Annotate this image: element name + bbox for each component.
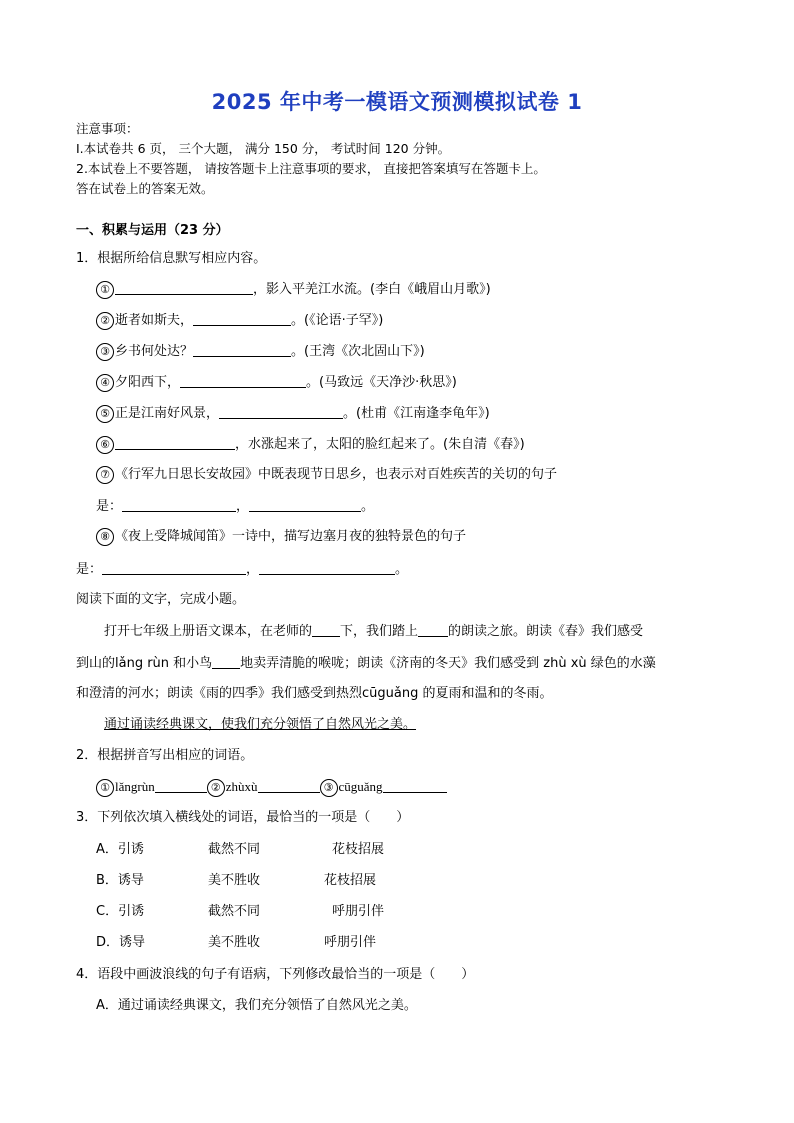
- item-text: ，: [236, 499, 250, 514]
- q3-option-d[interactable]: [96, 934, 376, 952]
- q4-option-a[interactable]: A．通过诵读经典课文，我们充分领悟了自然风光之美。: [96, 998, 417, 1013]
- item-number: ①: [96, 281, 114, 299]
- option-word: 呼朋引伴: [332, 904, 385, 919]
- answer-blank[interactable]: [258, 778, 320, 793]
- notice-line-2: 2.本试卷上不要答题， 请按答题卡上注意事项的要求， 直接把答案填写在答题卡上。: [76, 161, 546, 176]
- answer-blank[interactable]: [102, 560, 246, 575]
- answer-blank[interactable]: [193, 311, 291, 326]
- q1-item-4: [96, 373, 457, 392]
- q1-item-8: [96, 528, 466, 546]
- option-label: D．诱导: [96, 935, 146, 950]
- passage-blank: [212, 654, 240, 669]
- item-text: 《行军九日思长安故园》中既表现节日思乡，也表示对百姓疾苦的关切的句子: [115, 467, 558, 482]
- answer-blank[interactable]: [259, 560, 395, 575]
- pinyin-text: lǎngrùn: [115, 779, 155, 794]
- item-text: 。(《论语·子罕》): [291, 313, 384, 328]
- answer-blank[interactable]: [180, 373, 306, 388]
- item-text: 是：: [76, 562, 103, 577]
- item-text: 。: [361, 499, 375, 514]
- q3-option-b[interactable]: [96, 872, 376, 890]
- answer-blank[interactable]: [193, 342, 291, 357]
- option-label: B．诱导: [96, 873, 144, 888]
- section-1-heading: 一、积累与运用（23 分）: [76, 223, 229, 238]
- item-text: 是：: [96, 499, 123, 514]
- answer-blank[interactable]: [249, 497, 361, 512]
- item-number: ⑦: [96, 466, 114, 484]
- notice-line-1: Ⅰ.本试卷共 6 页， 三个大题， 满分 150 分， 考试时间 120 分钟。: [76, 141, 451, 156]
- option-label: A．引诱: [96, 842, 144, 857]
- q1-item-8-answer: [76, 560, 408, 579]
- answer-blank[interactable]: [383, 778, 447, 793]
- q1-item-6: [96, 435, 525, 454]
- answer-blank[interactable]: [115, 280, 253, 295]
- question-3-stem: 3．下列依次填入横线处的词语，最恰当的一项是（ ）: [76, 810, 410, 825]
- option-word: 截然不同: [208, 842, 261, 857]
- pinyin-text: cūguǎng: [338, 779, 383, 794]
- item-text: ，影入平羌江水流。(李白《峨眉山月歌》): [253, 282, 491, 297]
- item-number: ②: [96, 312, 114, 330]
- passage-blank: [418, 622, 448, 637]
- question-1-stem: 1．根据所给信息默写相应内容。: [76, 251, 267, 266]
- item-text: 正是江南好风景，: [115, 406, 220, 421]
- answer-blank[interactable]: [122, 497, 236, 512]
- option-word: 美不胜收: [208, 873, 261, 888]
- reading-intro: 阅读下面的文字，完成小题。: [76, 592, 246, 607]
- passage-wavy-sentence: 通过诵读经典课文，使我们充分领悟了自然风光之美。: [104, 717, 417, 732]
- question-2-stem: 2．根据拼音写出相应的词语。: [76, 748, 254, 763]
- notice-line-3: 答在试卷上的答案无效。: [76, 181, 214, 196]
- passage-line-3: 和澄清的河水；朗读《雨的四季》我们感受到热烈cūguǎng 的夏雨和温和的冬雨。: [76, 686, 553, 701]
- passage-text: 的朗读之旅。朗读《春》我们感受: [448, 624, 644, 639]
- question-4-stem: 4．语段中画波浪线的句子有语病，下列修改最恰当的一项是（ ）: [76, 967, 475, 982]
- answer-blank[interactable]: [155, 778, 207, 793]
- item-text: 乡书何处达？: [115, 344, 194, 359]
- item-number: ③: [320, 779, 338, 797]
- q1-item-7-answer: [96, 497, 374, 516]
- answer-blank[interactable]: [115, 435, 235, 450]
- item-text: 。(马致远《天净沙·秋思》): [306, 375, 457, 390]
- answer-blank[interactable]: [219, 404, 343, 419]
- option-word: 花枝招展: [324, 873, 377, 888]
- item-number: ⑥: [96, 436, 114, 454]
- item-text: ，水涨起来了，太阳的脸红起来了。(朱自清《春》): [235, 437, 525, 452]
- item-number: ④: [96, 374, 114, 392]
- q1-item-5: [96, 404, 490, 423]
- exam-title: 2025 年中考一模语文预测模拟试卷 1: [211, 90, 583, 114]
- item-number: ①: [96, 779, 114, 797]
- item-number: ⑧: [96, 528, 114, 546]
- option-label: C．引诱: [96, 904, 145, 919]
- passage-text: 地卖弄清脆的喉咙；朗读《济南的冬天》我们感受到 zhù xù 绿色的水藻: [240, 656, 656, 671]
- q3-option-c[interactable]: [96, 903, 384, 921]
- option-word: 美不胜收: [208, 935, 261, 950]
- passage-text: 下，我们踏上: [340, 624, 419, 639]
- item-text: 夕阳西下，: [115, 375, 181, 390]
- option-word: 呼朋引伴: [324, 935, 377, 950]
- passage-line-1: [104, 622, 643, 641]
- item-text: 逝者如斯夫，: [115, 313, 194, 328]
- item-text: 《夜上受降城闻笛》一诗中，描写边塞月夜的独特景色的句子: [115, 529, 467, 544]
- q1-item-7: [96, 466, 557, 484]
- option-word: 截然不同: [208, 904, 261, 919]
- q2-items: [96, 778, 447, 797]
- passage-blank: [312, 622, 340, 637]
- q3-option-a[interactable]: [96, 841, 384, 859]
- item-text: 。: [395, 562, 409, 577]
- q1-item-2: [96, 311, 383, 330]
- item-text: ，: [246, 562, 260, 577]
- q1-item-3: [96, 342, 425, 361]
- passage-text: 到山的lǎng rùn 和小鸟: [76, 656, 213, 671]
- passage-text: 打开七年级上册语文课本，在老师的: [104, 624, 313, 639]
- item-number: ②: [207, 779, 225, 797]
- item-number: ⑤: [96, 405, 114, 423]
- passage-line-2: [76, 654, 656, 673]
- option-word: 花枝招展: [332, 842, 385, 857]
- item-text: 。(杜甫《江南逢李龟年》): [343, 406, 490, 421]
- q1-item-1: [96, 280, 491, 299]
- pinyin-text: zhùxù: [225, 779, 258, 794]
- item-number: ③: [96, 343, 114, 361]
- notice-heading: 注意事项：: [76, 121, 139, 136]
- item-text: 。(王湾《次北固山下》): [291, 344, 425, 359]
